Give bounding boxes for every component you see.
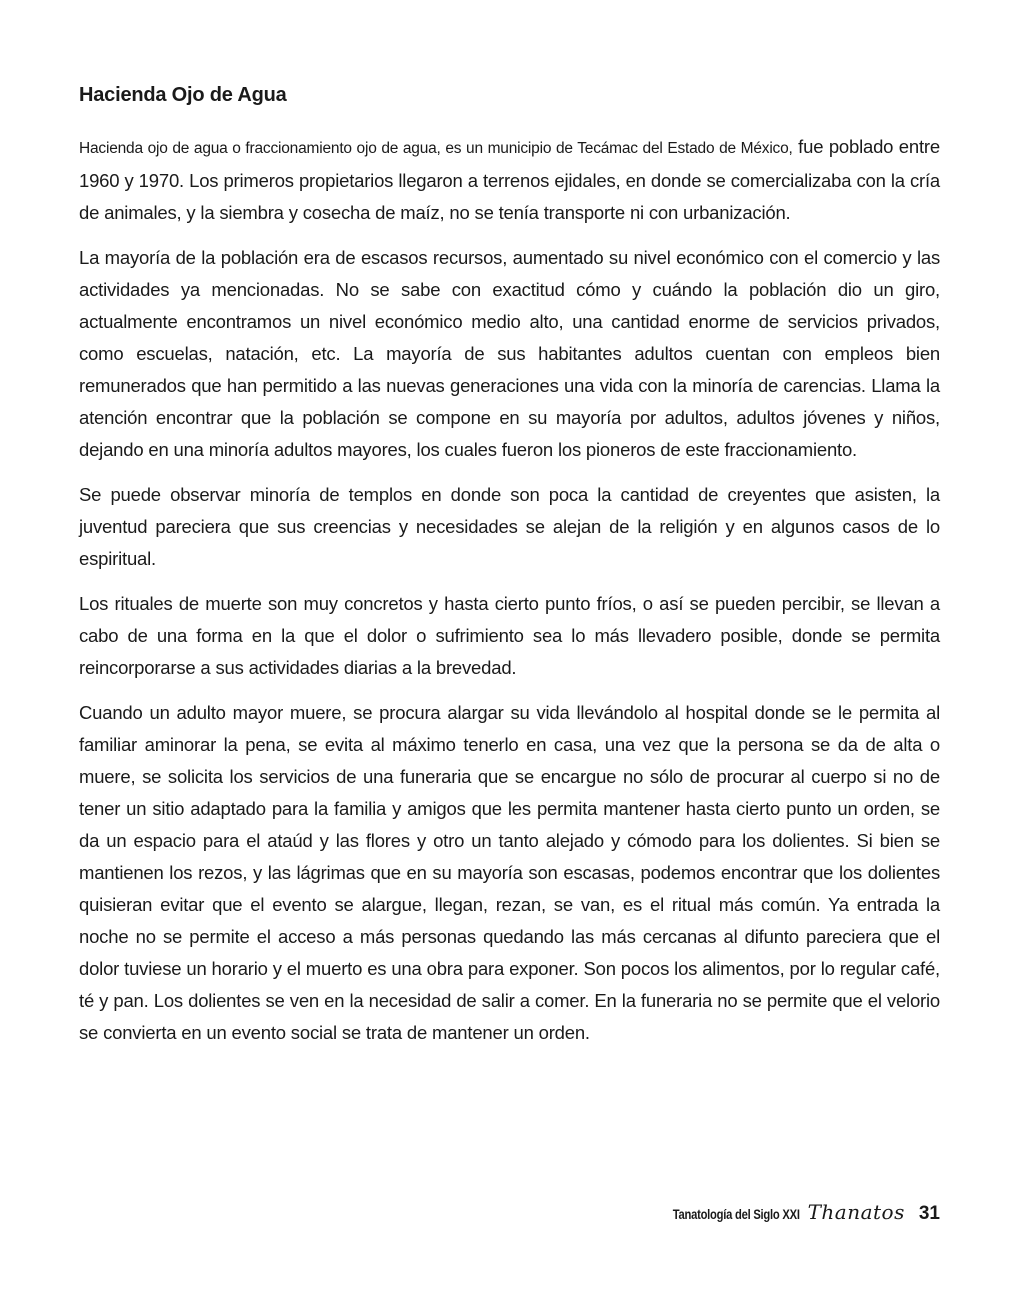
article [79,84,940,1062]
paragraph-5: Cuando un adulto mayor muere, se procura alargar su vida llevándolo al hospital donde se le permita al familiar aminorar la pena, se evita al máximo tenerlo en casa, una vez que la persona se da de alta o muere, se solicita los servicios de una funeraria que se encargue no sólo de procurar al cuerpo si no de tener un sitio adaptado para la familia y amigos que les permita mantener hasta cierto punto un orden, se da un espacio para el ataúd y las flores y otro un tanto alejado y cómodo para los dolientes. Si bien se mantienen los rezos, y las lágrimas que en su mayoría son escasas, podemos encontrar que los dolientes quisieran evitar que el evento se alargue, llegan, rezan, se van, es el ritual más común. Ya entrada la noche no se permite el acceso a más personas quedando las más cercanas al difunto pareciera que el dolor tuviese un horario y el muerto es una obra para exponer. Son pocos los alimentos, por lo regular café, té y pan. Los dolientes se ven en la necesidad de salir a comer. En la funeraria no se permite que el velorio se convierta en un evento social se trata de mantener un orden. [79,702,940,1043]
page-footer [641,1200,940,1225]
paragraph-1-rest: fue poblado entre 1960 y 1970. Los primeros propietarios llegaron a terrenos ejidales, en donde se comercializaba con la cría de animales, y la siembra y cosecha de maíz, no se tenía transporte ni con urbanización. [79,136,940,223]
article-title: Hacienda Ojo de Agua [79,84,287,106]
paragraph-4: Los rituales de muerte son muy concretos y hasta cierto punto fríos, o así se pueden percibir, se llevan a cabo de una forma en la que el dolor o sufrimiento sea lo más llevadero posible, donde se permita reincorporarse a sus actividades diarias a la brevedad. [79,593,940,678]
page-number: 31 [918,1203,940,1224]
paragraph-2: La mayoría de la población era de escasos recursos, aumentado su nivel económico con el comercio y las actividades ya mencionadas. No se sabe con exactitud cómo y cuándo la población dio un giro, actualmente encontramos un nivel económico medio alto, una cantidad enorme de servicios privados, como escuelas, natación, etc. La mayoría de sus habitantes adultos cuentan con empleos bien remunerados que han permitido a las nuevas generaciones una vida con la minoría de carencias. Llama la atención encontrar que la población se compone en su mayoría por adultos, adultos jóvenes y niños, dejando en una minoría adultos mayores, los cuales fueron los pioneros de este fraccionamiento. [79,247,940,460]
paragraph-1-lead: Hacienda ojo de agua o fraccionamiento ojo de agua, es un municipio de Tecámac del Estado de México, [79,140,793,157]
paragraph-3: Se puede observar minoría de templos en donde son poca la cantidad de creyentes que asisten, la juventud pareciera que sus creencias y necesidades se alejan de la religión y en algunos casos de lo espiritual. [79,484,940,569]
paragraph-1 [79,131,940,229]
brand-logo: Thanatos [807,1200,905,1224]
series-title: Tanatología del Siglo XXI [672,1206,800,1222]
